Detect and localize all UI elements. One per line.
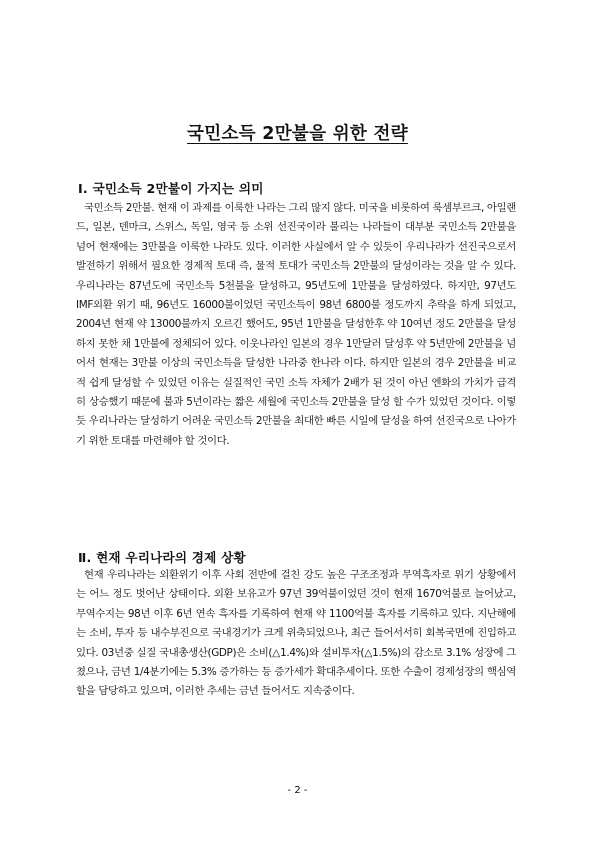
section-2-paragraph: 현재 우리나라는 외환위기 이후 사회 전반에 걸친 강도 높은 구조조정과 무역흑자로 위기 상황에서는 어느 정도 벗어난 상태이다. 외환 보유고가 97년 39억불이었던 것이 현재 1670억불로 늘어났고, 무역수지는 98년 이후 6년 연속 흑자를 기록하여 현재 약 1100억불 흑자를 기록하고 있다. 지난해에는 소비, 투자 등 내수부진으로 국내경기가 크게 위축되었으나, 최근 들어서서히 회복국면에 진입하고 있다. 03년중 실질 국내총생산(GDP)은 소비(△1.4%)와 설비투자(△1.5%)의 감소로 3.1% 성장에 그쳤으나, 금년 1/4분기에는 5.3% 증가하는 등 증가세가 확대추세이다. 또한 수출이 경제성장의 핵심역할을 담당하고 있으며, 이러한 추세는 금년 들어서도 지속중이다. [76,569,516,698]
section-2-heading: Ⅱ. 현재 우리나라의 경제 상황 [78,550,246,565]
section-1-heading: Ⅰ. 국민소득 2만불이 가지는 의미 [78,181,264,196]
document-title-container [0,120,595,145]
page-number: - 2 - [287,785,308,796]
section-1-paragraph: 국민소득 2만불. 현재 이 과제를 이룩한 나라는 그리 많지 않다. 미국을 비롯하여 룩셈부르크, 아일랜드, 일본, 덴마크, 스위스, 독일, 영국 등 소위 선진국이라 불리는 나라들이 대부분 국민소득 2만불을 넘어 현재에는 3만불을 이룩한 나라도 있다. 이러한 사실에서 알 수 있듯이 우리나라가 선진국으로서 발전하기 위해서 필요한 경제적 토대 즉, 물적 토대가 국민소득 2만불의 달성이라는 것을 알 수 있다. 우리나라는 87년도에 국민소득 5천불을 달성하고, 95년도에 1만불을 달성하였다. 하지만, 97년도 IMF외환 위기 때, 96년도 16000불이었던 국민소득이 98년 6800불 정도까지 추락을 하게 되었고, 2004년 현재 약 13000불까지 오르긴 했어도, 95년 1만불을 달성한후 약 10여년 정도 2만불을 달성 하지 못한 채 1만불에 정체되어 있다. 이웃나라인 일본의 경우 1만달러 달성후 약 5년만에 2만불을 넘어서 현재는 3만불 이상의 국민소득을 달성한 나라중 한나라 이다. 하지만 일본의 경우 2만불을 비교적 쉽게 달성할 수 있었던 이유는 실질적인 국민 소득 자체가 2배가 된 것이 아닌 엔화의 가치가 급격히 상승했기 때문에 불과 5년이라는 짧은 세월에 국민소득 2만불을 달성 할 수가 있었던 것이다. 이렇듯 우리나라는 달성하기 어려운 국민소득 2만불을 최대한 빠른 시일에 달성을 하여 선진국으로 나아가기 위한 토대를 마련해야 할 것이다. [76,202,516,447]
document-title: 국민소득 2만불을 위한 전략 [187,124,408,144]
